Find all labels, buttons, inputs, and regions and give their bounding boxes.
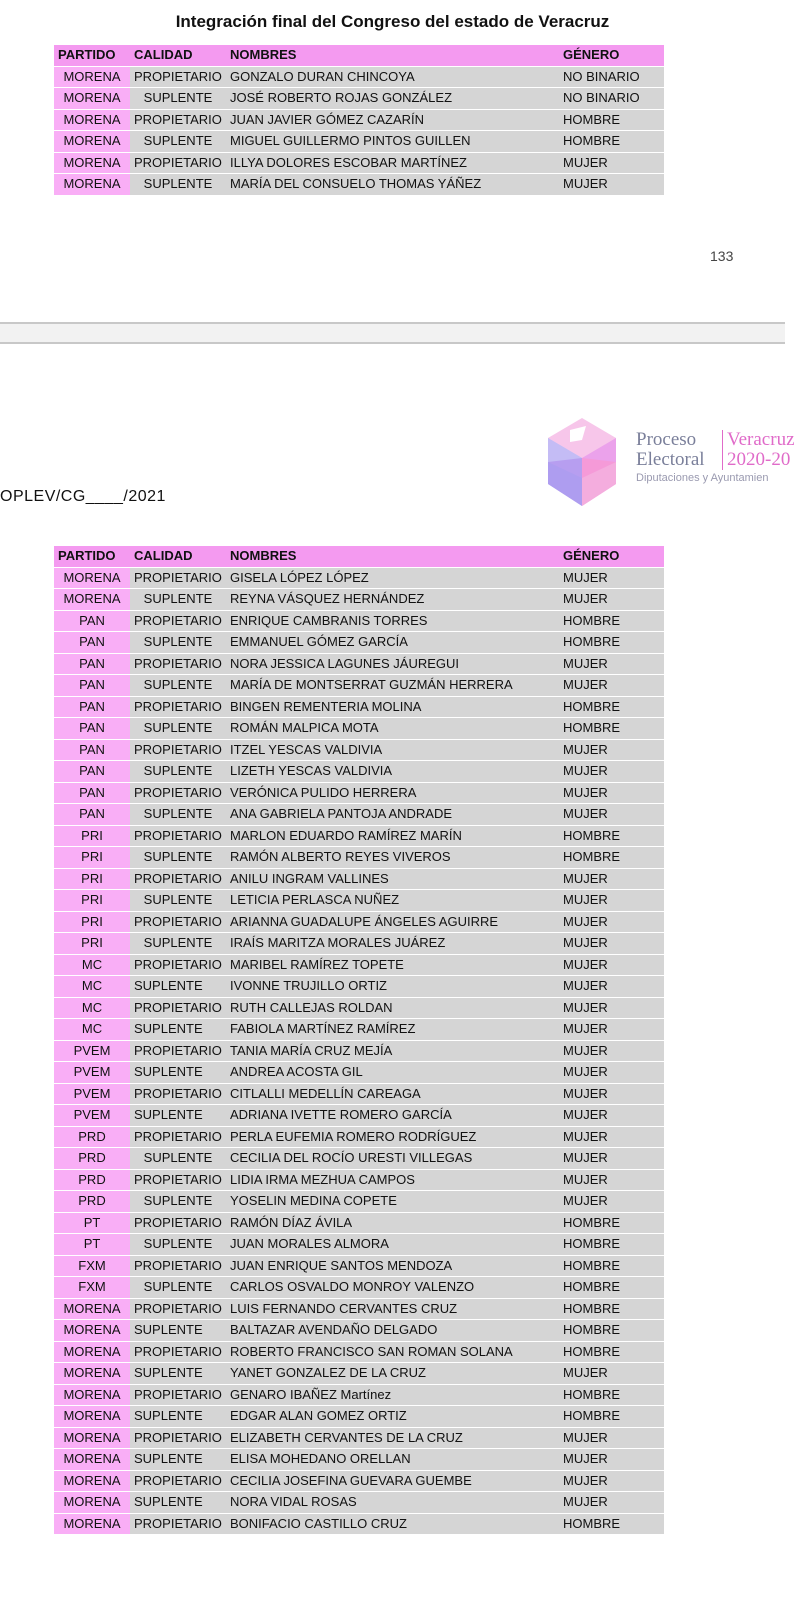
- cell-nombre: CITLALLI MEDELLÍN CAREAGA: [226, 1084, 559, 1105]
- cell-partido: PRD: [54, 1170, 130, 1191]
- cell-calidad: PROPIETARIO: [130, 568, 226, 589]
- cell-partido: PAN: [54, 804, 130, 825]
- cell-genero: MUJER: [559, 890, 664, 911]
- cell-partido: PRI: [54, 912, 130, 933]
- cell-partido: MORENA: [54, 1299, 130, 1320]
- table-row: [54, 1471, 664, 1492]
- table-row: [54, 1062, 664, 1083]
- congress-table-bottom: [54, 545, 664, 1535]
- table-row: [54, 804, 664, 825]
- cell-calidad: PROPIETARIO: [130, 67, 226, 88]
- table-row: [54, 153, 664, 174]
- cell-partido: MORENA: [54, 1320, 130, 1341]
- page-gap: [0, 324, 785, 342]
- cell-calidad: PROPIETARIO: [130, 1041, 226, 1062]
- cell-genero: MUJER: [559, 933, 664, 954]
- table-row: [54, 1406, 664, 1427]
- table-row: [54, 740, 664, 761]
- table-row: [54, 998, 664, 1019]
- electoral-cube-logo-icon: [548, 418, 616, 506]
- cell-calidad: SUPLENTE: [130, 1492, 226, 1513]
- cell-calidad: SUPLENTE: [130, 131, 226, 152]
- cell-nombre: LETICIA PERLASCA NUÑEZ: [226, 890, 559, 911]
- cell-calidad: PROPIETARIO: [130, 1170, 226, 1191]
- cell-genero: MUJER: [559, 1363, 664, 1384]
- table-row: [54, 1299, 664, 1320]
- page-number: 133: [710, 248, 734, 264]
- table-row: [54, 933, 664, 954]
- cell-genero: HOMBRE: [559, 632, 664, 653]
- cell-genero: MUJER: [559, 589, 664, 610]
- table-row: [54, 976, 664, 997]
- cell-calidad: PROPIETARIO: [130, 654, 226, 675]
- document-title: Integración final del Congreso del estado de Veracruz: [175, 12, 610, 31]
- table-row: [54, 718, 664, 739]
- cell-nombre: JOSÉ ROBERTO ROJAS GONZÁLEZ: [226, 88, 559, 109]
- cell-calidad: SUPLENTE: [130, 1234, 226, 1255]
- table-header-row: [54, 45, 664, 66]
- cell-partido: MORENA: [54, 1471, 130, 1492]
- cell-genero: HOMBRE: [559, 1514, 664, 1535]
- cell-calidad: PROPIETARIO: [130, 153, 226, 174]
- cell-calidad: SUPLENTE: [130, 804, 226, 825]
- cell-partido: MORENA: [54, 153, 130, 174]
- cell-partido: PRD: [54, 1127, 130, 1148]
- cell-nombre: ANILU INGRAM VALLINES: [226, 869, 559, 890]
- cell-nombre: ITZEL YESCAS VALDIVIA: [226, 740, 559, 761]
- cell-genero: MUJER: [559, 1191, 664, 1212]
- cell-genero: HOMBRE: [559, 718, 664, 739]
- cell-genero: HOMBRE: [559, 697, 664, 718]
- cell-nombre: BALTAZAR AVENDAÑO DELGADO: [226, 1320, 559, 1341]
- cell-calidad: SUPLENTE: [130, 88, 226, 109]
- cell-calidad: PROPIETARIO: [130, 955, 226, 976]
- table-row: [54, 174, 664, 195]
- cell-nombre: BINGEN REMENTERIA MOLINA: [226, 697, 559, 718]
- table-row: [54, 675, 664, 696]
- cell-partido: PRI: [54, 869, 130, 890]
- cell-partido: PRD: [54, 1148, 130, 1169]
- cell-partido: PAN: [54, 654, 130, 675]
- cell-nombre: ROMÁN MALPICA MOTA: [226, 718, 559, 739]
- cell-calidad: SUPLENTE: [130, 976, 226, 997]
- cell-calidad: PROPIETARIO: [130, 869, 226, 890]
- cell-genero: MUJER: [559, 1170, 664, 1191]
- table-row: [54, 761, 664, 782]
- cell-genero: HOMBRE: [559, 1385, 664, 1406]
- cell-nombre: GONZALO DURAN CHINCOYA: [226, 67, 559, 88]
- cell-nombre: PERLA EUFEMIA ROMERO RODRÍGUEZ: [226, 1127, 559, 1148]
- cell-partido: PAN: [54, 611, 130, 632]
- table-row: [54, 1342, 664, 1363]
- cell-partido: PAN: [54, 740, 130, 761]
- cell-calidad: PROPIETARIO: [130, 1127, 226, 1148]
- table-row: [54, 1277, 664, 1298]
- cell-calidad: PROPIETARIO: [130, 611, 226, 632]
- cell-partido: PAN: [54, 783, 130, 804]
- cell-nombre: CECILIA JOSEFINA GUEVARA GUEMBE: [226, 1471, 559, 1492]
- cell-genero: HOMBRE: [559, 1277, 664, 1298]
- cell-nombre: YANET GONZALEZ DE LA CRUZ: [226, 1363, 559, 1384]
- cell-partido: PVEM: [54, 1041, 130, 1062]
- cell-nombre: ANA GABRIELA PANTOJA ANDRADE: [226, 804, 559, 825]
- cell-nombre: TANIA MARÍA CRUZ MEJÍA: [226, 1041, 559, 1062]
- cell-calidad: SUPLENTE: [130, 1062, 226, 1083]
- cell-nombre: MARÍA DE MONTSERRAT GUZMÁN HERRERA: [226, 675, 559, 696]
- cell-partido: MORENA: [54, 1449, 130, 1470]
- cell-calidad: SUPLENTE: [130, 1363, 226, 1384]
- table-row: [54, 826, 664, 847]
- table-row: [54, 890, 664, 911]
- cell-nombre: ADRIANA IVETTE ROMERO GARCÍA: [226, 1105, 559, 1126]
- cell-partido: PAN: [54, 718, 130, 739]
- cell-partido: MC: [54, 955, 130, 976]
- table-row: [54, 131, 664, 152]
- table-row: [54, 869, 664, 890]
- cell-nombre: ENRIQUE CAMBRANIS TORRES: [226, 611, 559, 632]
- cell-genero: HOMBRE: [559, 1342, 664, 1363]
- cell-calidad: SUPLENTE: [130, 675, 226, 696]
- cell-partido: PAN: [54, 675, 130, 696]
- cell-calidad: SUPLENTE: [130, 933, 226, 954]
- cell-partido: MORENA: [54, 1514, 130, 1535]
- cell-nombre: ARIANNA GUADALUPE ÁNGELES AGUIRRE: [226, 912, 559, 933]
- cell-genero: HOMBRE: [559, 611, 664, 632]
- cell-genero: HOMBRE: [559, 1406, 664, 1427]
- cell-genero: MUJER: [559, 955, 664, 976]
- header-nombres: NOMBRES: [226, 546, 559, 567]
- header-nombres: NOMBRES: [226, 45, 559, 66]
- cell-partido: PVEM: [54, 1062, 130, 1083]
- table-row: [54, 1148, 664, 1169]
- cell-genero: MUJER: [559, 912, 664, 933]
- cell-nombre: NORA VIDAL ROSAS: [226, 1492, 559, 1513]
- cell-nombre: ELISA MOHEDANO ORELLAN: [226, 1449, 559, 1470]
- cell-genero: MUJER: [559, 654, 664, 675]
- cell-nombre: FABIOLA MARTÍNEZ RAMÍREZ: [226, 1019, 559, 1040]
- cell-genero: MUJER: [559, 761, 664, 782]
- header-genero: GÉNERO: [559, 546, 664, 567]
- cell-partido: PRI: [54, 890, 130, 911]
- cell-calidad: SUPLENTE: [130, 1191, 226, 1212]
- table-row: [54, 1105, 664, 1126]
- cell-nombre: RUTH CALLEJAS ROLDAN: [226, 998, 559, 1019]
- cell-partido: MC: [54, 976, 130, 997]
- cell-nombre: LUIS FERNANDO CERVANTES CRUZ: [226, 1299, 559, 1320]
- cell-nombre: REYNA VÁSQUEZ HERNÁNDEZ: [226, 589, 559, 610]
- cell-partido: PT: [54, 1234, 130, 1255]
- cell-genero: MUJER: [559, 174, 664, 195]
- table-row: [54, 1213, 664, 1234]
- cell-nombre: RAMÓN DÍAZ ÁVILA: [226, 1213, 559, 1234]
- cell-partido: PAN: [54, 697, 130, 718]
- table-row: [54, 88, 664, 109]
- cell-genero: MUJER: [559, 1492, 664, 1513]
- cell-partido: MORENA: [54, 131, 130, 152]
- document-reference: OPLEV/CG____/2021: [0, 488, 166, 505]
- table-row: [54, 1363, 664, 1384]
- congress-table-top: [54, 44, 664, 196]
- cell-genero: HOMBRE: [559, 131, 664, 152]
- cell-genero: MUJER: [559, 153, 664, 174]
- cell-nombre: IRAÍS MARITZA MORALES JUÁREZ: [226, 933, 559, 954]
- cell-nombre: JUAN JAVIER GÓMEZ CAZARÍN: [226, 110, 559, 131]
- table-row: [54, 589, 664, 610]
- cell-nombre: CECILIA DEL ROCÍO URESTI VILLEGAS: [226, 1148, 559, 1169]
- cell-nombre: LIDIA IRMA MEZHUA CAMPOS: [226, 1170, 559, 1191]
- cell-calidad: SUPLENTE: [130, 1406, 226, 1427]
- cell-calidad: SUPLENTE: [130, 1449, 226, 1470]
- header-partido: PARTIDO: [54, 45, 130, 66]
- cell-genero: MUJER: [559, 869, 664, 890]
- cell-calidad: PROPIETARIO: [130, 783, 226, 804]
- cell-partido: MORENA: [54, 88, 130, 109]
- cell-nombre: EDGAR ALAN GOMEZ ORTIZ: [226, 1406, 559, 1427]
- cell-genero: HOMBRE: [559, 847, 664, 868]
- cell-partido: PRI: [54, 933, 130, 954]
- cell-partido: MORENA: [54, 1363, 130, 1384]
- table-header-row: [54, 546, 664, 567]
- cell-calidad: SUPLENTE: [130, 632, 226, 653]
- table-row: [54, 654, 664, 675]
- cell-partido: PVEM: [54, 1105, 130, 1126]
- cell-genero: MUJER: [559, 783, 664, 804]
- cell-nombre: NORA JESSICA LAGUNES JÁUREGUI: [226, 654, 559, 675]
- cell-calidad: PROPIETARIO: [130, 1299, 226, 1320]
- cell-nombre: GENARO IBAÑEZ Martínez: [226, 1385, 559, 1406]
- cell-nombre: YOSELIN MEDINA COPETE: [226, 1191, 559, 1212]
- cell-calidad: SUPLENTE: [130, 589, 226, 610]
- cell-genero: MUJER: [559, 804, 664, 825]
- cell-partido: PRI: [54, 847, 130, 868]
- table-row: [54, 847, 664, 868]
- cell-calidad: PROPIETARIO: [130, 1428, 226, 1449]
- table-row: [54, 1170, 664, 1191]
- cell-partido: MORENA: [54, 1342, 130, 1363]
- cell-calidad: PROPIETARIO: [130, 1084, 226, 1105]
- table-row: [54, 1492, 664, 1513]
- cell-calidad: PROPIETARIO: [130, 697, 226, 718]
- cell-nombre: ANDREA ACOSTA GIL: [226, 1062, 559, 1083]
- cell-nombre: VERÓNICA PULIDO HERRERA: [226, 783, 559, 804]
- cell-calidad: PROPIETARIO: [130, 1514, 226, 1535]
- header-partido: PARTIDO: [54, 546, 130, 567]
- cell-genero: MUJER: [559, 740, 664, 761]
- table-row: [54, 912, 664, 933]
- cell-genero: MUJER: [559, 1041, 664, 1062]
- cell-calidad: SUPLENTE: [130, 1320, 226, 1341]
- cell-calidad: SUPLENTE: [130, 1105, 226, 1126]
- cell-calidad: SUPLENTE: [130, 847, 226, 868]
- cell-partido: MORENA: [54, 568, 130, 589]
- cell-calidad: SUPLENTE: [130, 1277, 226, 1298]
- cell-genero: HOMBRE: [559, 1234, 664, 1255]
- cell-genero: MUJER: [559, 1105, 664, 1126]
- cell-partido: PVEM: [54, 1084, 130, 1105]
- cell-partido: MORENA: [54, 110, 130, 131]
- cell-calidad: SUPLENTE: [130, 718, 226, 739]
- cell-nombre: MARLON EDUARDO RAMÍREZ MARÍN: [226, 826, 559, 847]
- cell-nombre: LIZETH YESCAS VALDIVIA: [226, 761, 559, 782]
- cell-calidad: PROPIETARIO: [130, 1213, 226, 1234]
- table-row: [54, 1234, 664, 1255]
- header-genero: GÉNERO: [559, 45, 664, 66]
- cell-genero: MUJER: [559, 1449, 664, 1470]
- table-row: [54, 1320, 664, 1341]
- cell-genero: MUJER: [559, 568, 664, 589]
- cell-calidad: SUPLENTE: [130, 174, 226, 195]
- table-row: [54, 955, 664, 976]
- cell-calidad: PROPIETARIO: [130, 1342, 226, 1363]
- cell-calidad: PROPIETARIO: [130, 998, 226, 1019]
- cell-partido: FXM: [54, 1256, 130, 1277]
- cell-nombre: GISELA LÓPEZ LÓPEZ: [226, 568, 559, 589]
- cell-calidad: PROPIETARIO: [130, 1385, 226, 1406]
- header-calidad: CALIDAD: [130, 45, 226, 66]
- cell-calidad: PROPIETARIO: [130, 1471, 226, 1492]
- cell-nombre: BONIFACIO CASTILLO CRUZ: [226, 1514, 559, 1535]
- cell-genero: HOMBRE: [559, 1320, 664, 1341]
- table-row: [54, 110, 664, 131]
- cell-nombre: CARLOS OSVALDO MONROY VALENZO: [226, 1277, 559, 1298]
- table-row: [54, 1191, 664, 1212]
- cell-genero: HOMBRE: [559, 826, 664, 847]
- table-row: [54, 632, 664, 653]
- table-row: [54, 1084, 664, 1105]
- table-row: [54, 1041, 664, 1062]
- table-row: [54, 697, 664, 718]
- cell-partido: PT: [54, 1213, 130, 1234]
- cell-genero: MUJER: [559, 675, 664, 696]
- cell-calidad: SUPLENTE: [130, 761, 226, 782]
- cell-partido: PRI: [54, 826, 130, 847]
- cell-nombre: JUAN ENRIQUE SANTOS MENDOZA: [226, 1256, 559, 1277]
- cell-genero: MUJER: [559, 1471, 664, 1492]
- cell-partido: MC: [54, 1019, 130, 1040]
- table-row: [54, 1385, 664, 1406]
- cell-calidad: SUPLENTE: [130, 1019, 226, 1040]
- cell-genero: MUJER: [559, 1062, 664, 1083]
- logo-veracruz-block: [722, 430, 795, 470]
- table-row: [54, 1127, 664, 1148]
- table-row: [54, 611, 664, 632]
- logo-year: 2020-20: [727, 449, 791, 470]
- cell-nombre: IVONNE TRUJILLO ORTIZ: [226, 976, 559, 997]
- cell-genero: HOMBRE: [559, 1256, 664, 1277]
- table-row: [54, 1256, 664, 1277]
- cell-nombre: MARÍA DEL CONSUELO THOMAS YÁÑEZ: [226, 174, 559, 195]
- cell-nombre: MIGUEL GUILLERMO PINTOS GUILLEN: [226, 131, 559, 152]
- cell-genero: MUJER: [559, 998, 664, 1019]
- cell-nombre: JUAN MORALES ALMORA: [226, 1234, 559, 1255]
- cell-calidad: SUPLENTE: [130, 1148, 226, 1169]
- cell-partido: MORENA: [54, 1406, 130, 1427]
- cell-calidad: PROPIETARIO: [130, 912, 226, 933]
- header-calidad: CALIDAD: [130, 546, 226, 567]
- table-row: [54, 783, 664, 804]
- table-row: [54, 1514, 664, 1535]
- cell-genero: MUJER: [559, 1428, 664, 1449]
- logo-line-proceso: Proceso: [636, 429, 697, 450]
- cell-genero: MUJER: [559, 1084, 664, 1105]
- cell-calidad: PROPIETARIO: [130, 826, 226, 847]
- cell-genero: MUJER: [559, 1127, 664, 1148]
- table-row: [54, 1428, 664, 1449]
- cell-partido: MORENA: [54, 1428, 130, 1449]
- cell-partido: PRD: [54, 1191, 130, 1212]
- cell-nombre: MARIBEL RAMÍREZ TOPETE: [226, 955, 559, 976]
- cell-partido: MC: [54, 998, 130, 1019]
- cell-genero: MUJER: [559, 976, 664, 997]
- cell-calidad: PROPIETARIO: [130, 1256, 226, 1277]
- table-row: [54, 568, 664, 589]
- cell-partido: FXM: [54, 1277, 130, 1298]
- cell-genero: MUJER: [559, 1148, 664, 1169]
- logo-veracruz: Veracruz: [727, 429, 795, 450]
- page-divider: [0, 342, 785, 344]
- cell-genero: HOMBRE: [559, 1299, 664, 1320]
- cell-nombre: RAMÓN ALBERTO REYES VIVEROS: [226, 847, 559, 868]
- cell-genero: NO BINARIO: [559, 88, 664, 109]
- cell-nombre: ILLYA DOLORES ESCOBAR MARTÍNEZ: [226, 153, 559, 174]
- table-row: [54, 1449, 664, 1470]
- logo-line-diputaciones: Diputaciones y Ayuntamien: [636, 472, 769, 484]
- cell-calidad: PROPIETARIO: [130, 110, 226, 131]
- cell-partido: MORENA: [54, 67, 130, 88]
- cell-partido: PAN: [54, 761, 130, 782]
- logo-line-electoral: Electoral: [636, 449, 705, 470]
- cell-nombre: ROBERTO FRANCISCO SAN ROMAN SOLANA: [226, 1342, 559, 1363]
- cell-partido: MORENA: [54, 589, 130, 610]
- cell-genero: MUJER: [559, 1019, 664, 1040]
- cell-calidad: PROPIETARIO: [130, 740, 226, 761]
- cell-genero: NO BINARIO: [559, 67, 664, 88]
- cell-partido: PAN: [54, 632, 130, 653]
- cell-partido: MORENA: [54, 1385, 130, 1406]
- cell-genero: HOMBRE: [559, 110, 664, 131]
- cell-calidad: SUPLENTE: [130, 890, 226, 911]
- table-row: [54, 1019, 664, 1040]
- cell-genero: HOMBRE: [559, 1213, 664, 1234]
- cell-partido: MORENA: [54, 1492, 130, 1513]
- table-row: [54, 67, 664, 88]
- cell-partido: MORENA: [54, 174, 130, 195]
- cell-nombre: ELIZABETH CERVANTES DE LA CRUZ: [226, 1428, 559, 1449]
- cell-nombre: EMMANUEL GÓMEZ GARCÍA: [226, 632, 559, 653]
